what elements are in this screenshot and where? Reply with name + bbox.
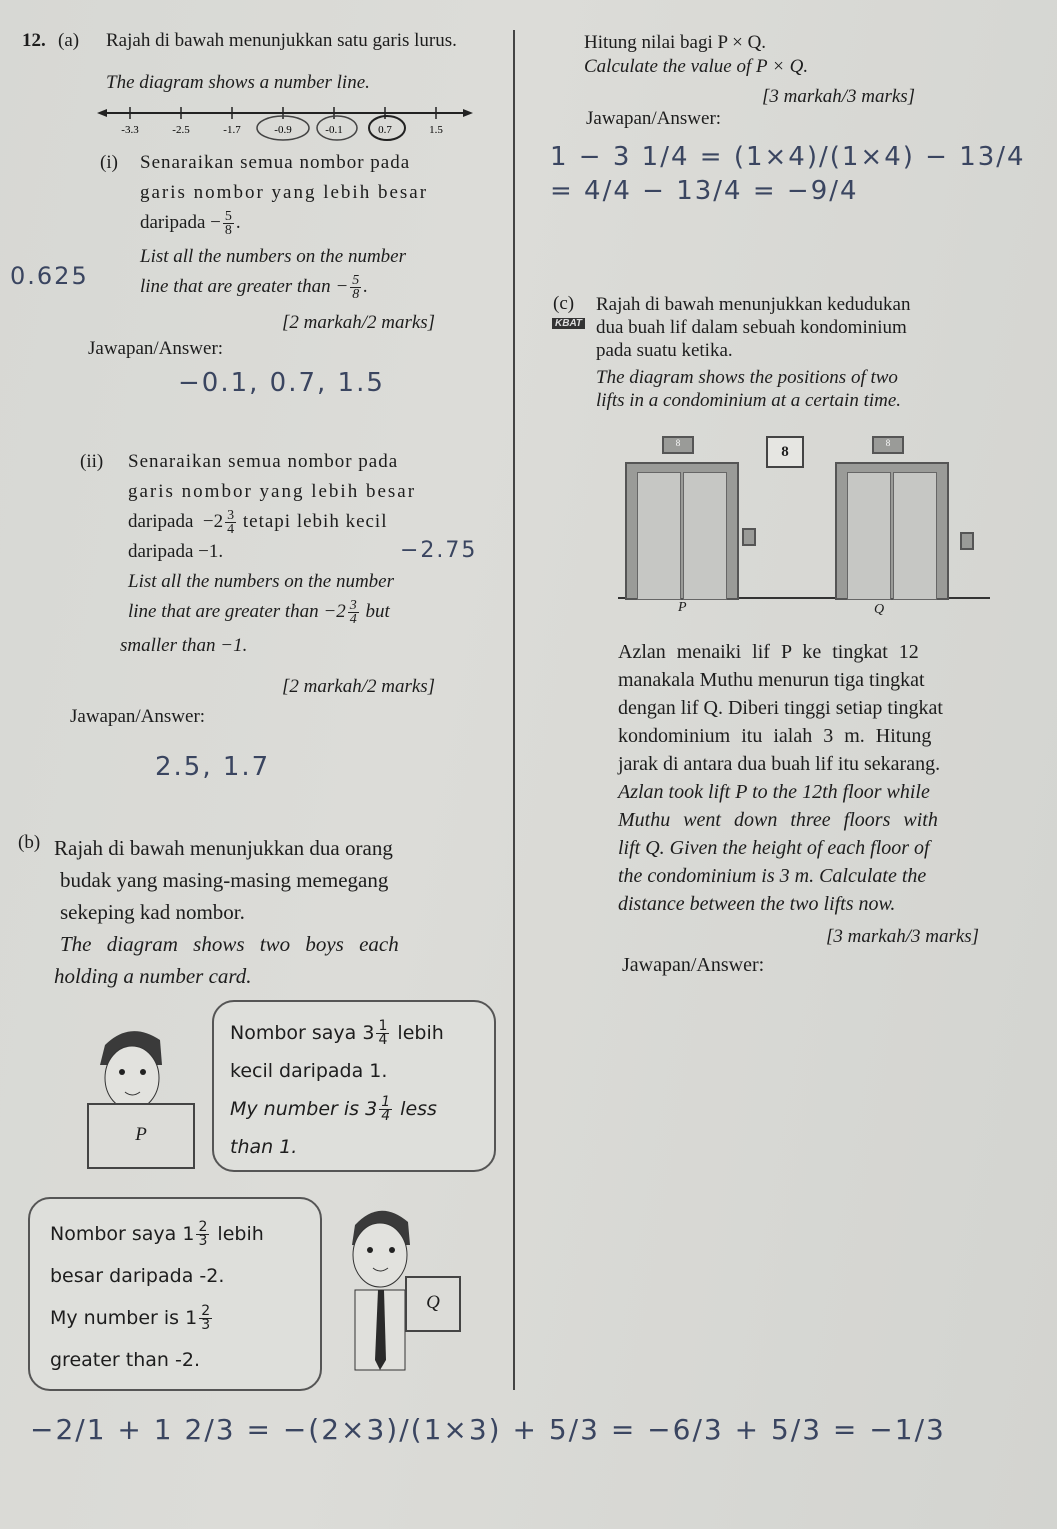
kbat-badge: KBAT bbox=[552, 318, 585, 329]
text: daripada bbox=[140, 212, 206, 233]
handwritten-work: −2/1 + 1 2/3 = −(2×3)/(1×3) + 5/3 = −6/3 + 5/3 = −1/3 bbox=[30, 1413, 946, 1446]
fraction bbox=[199, 1305, 212, 1332]
numerator: 5 bbox=[352, 273, 360, 289]
marks: [3 markah/3 marks] bbox=[826, 926, 980, 947]
text: Nombor saya bbox=[50, 1223, 177, 1245]
text: besar daripada -2. bbox=[50, 1265, 225, 1287]
card-label: Q bbox=[426, 1292, 440, 1313]
text: Senaraikan semua nombor pada bbox=[128, 451, 399, 472]
text: budak yang masing-masing memegang bbox=[60, 868, 389, 892]
part-a-intro-ms: Rajah di bawah menunjukkan satu garis lurus. bbox=[106, 30, 457, 51]
part-a-intro-en: The diagram shows a number line. bbox=[106, 72, 370, 93]
text: The diagram shows two boys each bbox=[60, 932, 399, 956]
numerator: 2 bbox=[198, 1219, 208, 1235]
text: garis nombor yang lebih besar bbox=[128, 481, 417, 502]
number-line-label: -1.7 bbox=[223, 124, 241, 136]
denominator: 8 bbox=[352, 287, 360, 303]
text: smaller than −1. bbox=[120, 635, 248, 656]
card-q bbox=[405, 1276, 461, 1332]
fraction bbox=[223, 210, 234, 237]
text: Muthu went down three floors with bbox=[618, 809, 938, 831]
text: line that are greater than bbox=[128, 601, 319, 622]
numerator: 5 bbox=[224, 209, 232, 225]
numerator: 3 bbox=[349, 598, 357, 614]
text: My number is bbox=[230, 1098, 360, 1120]
text: List all the numbers on the number bbox=[140, 246, 406, 267]
text: The diagram shows the positions of two bbox=[596, 367, 898, 388]
text: − bbox=[210, 212, 221, 233]
number-line-label: 0.7 bbox=[378, 124, 392, 136]
text: pada suatu ketika. bbox=[596, 340, 733, 361]
handwritten-side-note: −2.75 bbox=[400, 538, 478, 563]
marks: [2 markah/2 marks] bbox=[282, 312, 436, 333]
number-line-label: -0.9 bbox=[274, 124, 292, 136]
denominator: 4 bbox=[227, 522, 235, 538]
card-label: P bbox=[135, 1124, 147, 1145]
text: Senaraikan semua nombor pada bbox=[140, 152, 411, 173]
answer-label: Jawapan/Answer: bbox=[88, 338, 224, 359]
task-en: Calculate the value of P × Q. bbox=[584, 56, 809, 77]
number-line bbox=[95, 100, 475, 148]
denominator: 3 bbox=[201, 1317, 211, 1333]
text: holding a number card. bbox=[54, 964, 252, 988]
floor-number: 8 bbox=[885, 438, 891, 448]
fraction bbox=[196, 1221, 209, 1248]
part-b-intro bbox=[54, 832, 480, 992]
lift-door bbox=[847, 472, 891, 600]
text: lifts in a condominium at a certain time. bbox=[596, 390, 902, 411]
part-a-i-label: (i) bbox=[100, 152, 118, 173]
fraction bbox=[350, 274, 361, 301]
text: 3 bbox=[362, 1022, 375, 1044]
text: lebih bbox=[397, 1022, 444, 1044]
text: 1 bbox=[185, 1307, 198, 1329]
part-a-ii-label: (ii) bbox=[80, 451, 104, 472]
lift-p-label: P bbox=[678, 600, 687, 615]
handwritten-answer: −0.1, 0.7, 1.5 bbox=[178, 368, 385, 398]
speech-bubble-p bbox=[212, 1000, 496, 1172]
text: line that are greater than bbox=[140, 276, 331, 297]
handwritten-answer: 2.5, 1.7 bbox=[155, 752, 271, 782]
part-c-intro bbox=[596, 293, 1036, 412]
text: than 1. bbox=[230, 1136, 298, 1158]
lift-door bbox=[893, 472, 937, 600]
handwritten-answer: 1 − 3 1/4 = (1×4)/(1×4) − 13/4 = 4/4 − 13/4 = −9/4 bbox=[550, 142, 1026, 206]
numerator: 1 bbox=[378, 1018, 388, 1034]
text: Azlan took lift P to the 12th floor while bbox=[618, 781, 930, 803]
card-p bbox=[87, 1103, 195, 1169]
task-ms: Hitung nilai bagi P × Q. bbox=[584, 32, 767, 53]
marks: [3 markah/3 marks] bbox=[762, 86, 916, 107]
lift-door bbox=[683, 472, 727, 600]
text: −2 bbox=[202, 511, 224, 532]
fraction bbox=[225, 509, 236, 536]
part-c-label: (c) bbox=[553, 293, 575, 314]
lift-p bbox=[625, 462, 739, 600]
text: tetapi lebih kecil bbox=[242, 511, 388, 532]
text: dengan lif Q. Diberi tinggi setiap tingkat bbox=[618, 697, 943, 719]
number-line-label: 1.5 bbox=[429, 124, 443, 136]
speech-bubble-q bbox=[28, 1197, 322, 1391]
denominator: 3 bbox=[198, 1233, 208, 1249]
part-b-label: (b) bbox=[18, 832, 41, 853]
part-c-body bbox=[618, 638, 1050, 918]
text: 1 bbox=[182, 1223, 195, 1245]
text: − bbox=[335, 276, 349, 297]
text: less bbox=[400, 1098, 437, 1120]
text: My number is bbox=[50, 1307, 180, 1329]
numerator: 2 bbox=[201, 1303, 211, 1319]
answer-label: Jawapan/Answer: bbox=[622, 954, 765, 976]
lift-door bbox=[637, 472, 681, 600]
text: kondominium itu ialah 3 m. Hitung bbox=[618, 725, 932, 747]
text: Rajah di bawah menunjukkan dua orang bbox=[54, 836, 393, 860]
answer-label: Jawapan/Answer: bbox=[586, 108, 722, 129]
numerator: 3 bbox=[227, 508, 235, 524]
number-line-label: -2.5 bbox=[172, 124, 190, 136]
text: daripada −1. bbox=[128, 541, 224, 562]
question-number: 12. bbox=[22, 30, 46, 51]
text: lebih bbox=[217, 1223, 264, 1245]
part-a-label: (a) bbox=[58, 30, 80, 51]
lift-p-indicator bbox=[662, 436, 694, 454]
handwritten-margin-note: 0.625 bbox=[10, 262, 89, 290]
text: List all the numbers on the number bbox=[128, 571, 394, 592]
text: but bbox=[365, 601, 390, 622]
part-a-i: (i) Senaraikan semua nombor pada garis nombor yang lebih besar daripada − $\frac{5}{8}$ . List all the numbers on the number line that are greater than − $\frac{5}{8}$ . bbox=[100, 148, 475, 302]
text: lift Q. Given the height of each floor of bbox=[618, 837, 930, 859]
lift-q-label: Q bbox=[874, 602, 885, 617]
denominator: 4 bbox=[381, 1108, 391, 1124]
text: 3 bbox=[365, 1098, 378, 1120]
floor-display: 8 bbox=[766, 436, 804, 468]
lift-q bbox=[835, 462, 949, 600]
number-line-label: -0.1 bbox=[325, 124, 343, 136]
text: greater than -2. bbox=[50, 1349, 200, 1371]
text: −2 bbox=[323, 601, 346, 622]
column-divider bbox=[513, 30, 515, 1390]
text: garis nombor yang lebih besar bbox=[140, 182, 429, 203]
number-line-label: -3.3 bbox=[121, 124, 139, 136]
numerator: 1 bbox=[381, 1094, 391, 1110]
fraction bbox=[376, 1020, 389, 1047]
text: distance between the two lifts now. bbox=[618, 893, 896, 915]
text: sekeping kad nombor. bbox=[60, 900, 245, 924]
answer-label: Jawapan/Answer: bbox=[70, 706, 206, 727]
lift-q-button bbox=[960, 532, 974, 550]
text: dua buah lif dalam sebuah kondominium bbox=[596, 317, 907, 338]
floor-number: 8 bbox=[675, 438, 681, 448]
text: Rajah di bawah menunjukkan kedudukan bbox=[596, 294, 911, 315]
text: kecil daripada 1. bbox=[230, 1060, 388, 1082]
denominator: 4 bbox=[378, 1032, 388, 1048]
text: manakala Muthu menurun tiga tingkat bbox=[618, 669, 925, 691]
denominator: 4 bbox=[349, 612, 357, 628]
text: the condominium is 3 m. Calculate the bbox=[618, 865, 927, 887]
text: Nombor saya bbox=[230, 1022, 357, 1044]
lift-q-indicator bbox=[872, 436, 904, 454]
text: daripada bbox=[128, 511, 194, 532]
fraction bbox=[379, 1096, 392, 1123]
text: Azlan menaiki lif P ke tingkat 12 bbox=[618, 641, 919, 663]
marks: [2 markah/2 marks] bbox=[282, 676, 436, 697]
denominator: 8 bbox=[224, 223, 232, 239]
fraction bbox=[348, 599, 359, 626]
text: jarak di antara dua buah lif itu sekarang. bbox=[618, 753, 941, 775]
lift-p-button bbox=[742, 528, 756, 546]
